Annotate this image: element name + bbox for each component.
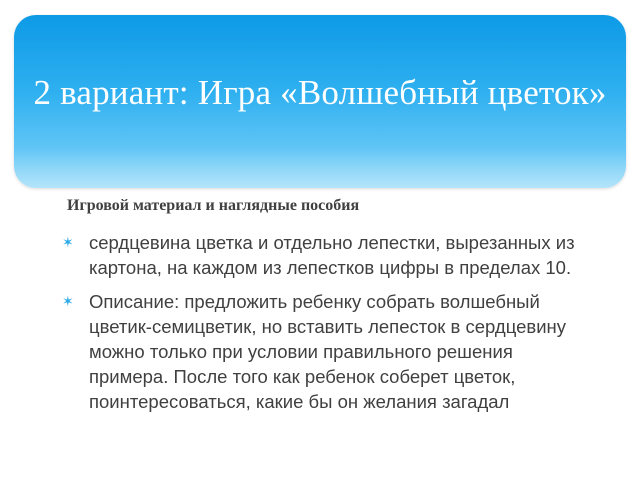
asterisk-bullet-icon: ✶ [62, 234, 74, 250]
slide-title: 2 вариант: Игра «Волшебный цветок» [33, 73, 607, 112]
bullet-text-materials: сердцевина цветка и отдельно лепестки, вырезанных из картона, на каждом из лепестков цифры в пределах 10. [89, 232, 575, 278]
bullet-item-description [62, 289, 592, 414]
asterisk-bullet-icon: ✶ [62, 293, 74, 309]
slide-subheading: Игровой материал и наглядные пособия [67, 197, 360, 214]
bullet-list [62, 230, 592, 423]
bullet-text-description: Описание: предложить ребенку собрать волшебный цветик-семицветик, но вставить лепесток в сердцевину можно только при условии правильного решения примера. После того как ребенок соберет цветок, поинтересоваться, какие бы он желания загадал [89, 291, 566, 412]
bullet-item-materials [62, 230, 592, 280]
